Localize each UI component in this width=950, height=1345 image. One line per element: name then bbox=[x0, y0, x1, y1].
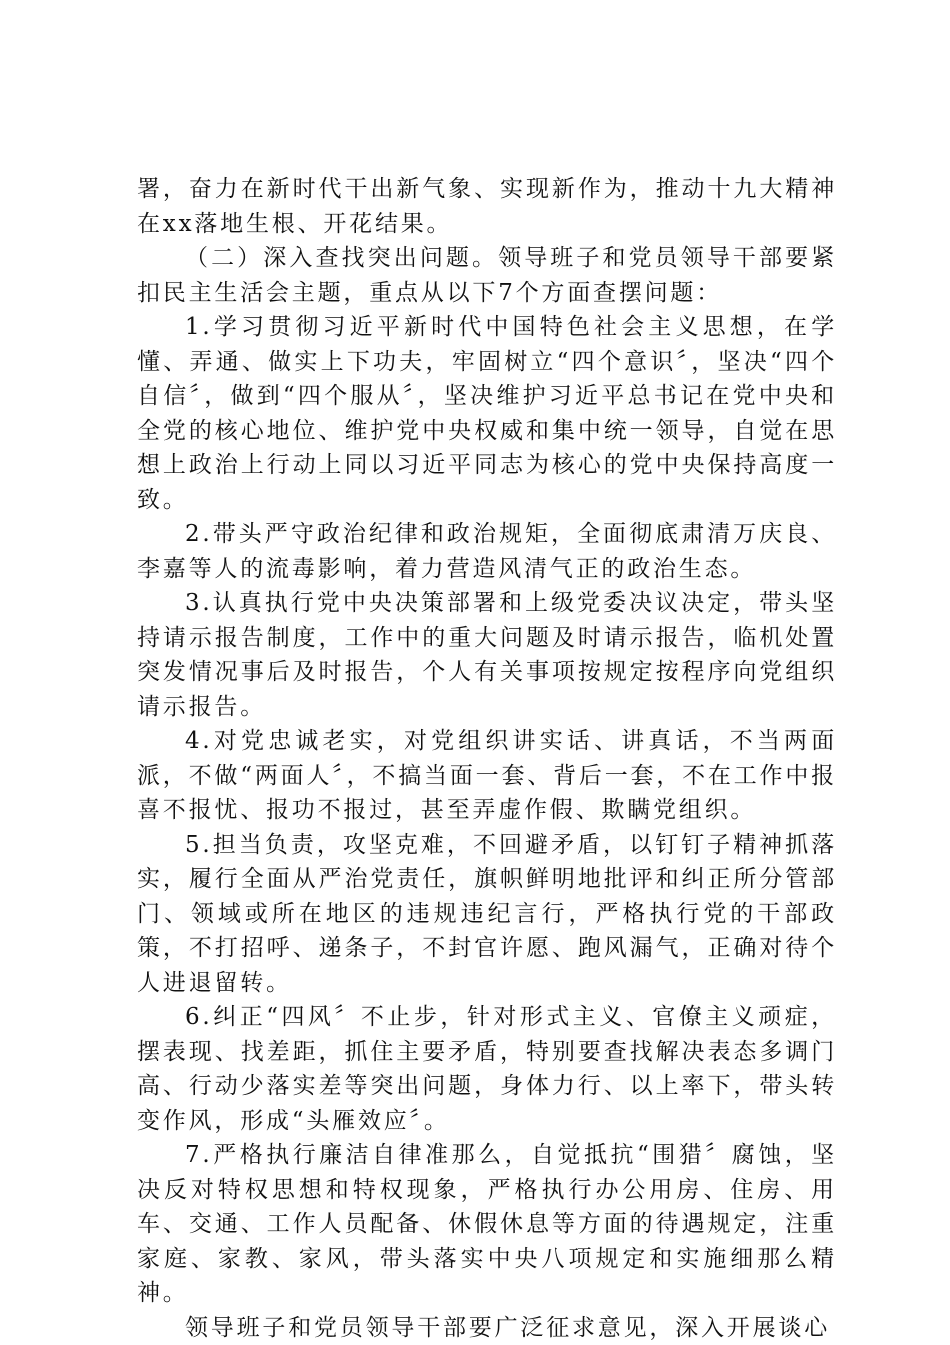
paragraph-item-1: 1.学习贯彻习近平新时代中国特色社会主义思想，在学懂、弄通、做实上下功夫，牢固树立“四个意识〞，坚决“四个自信〞，做到“四个服从〞，坚决维护习近平总书记在党中央和全党的核心地位、维护党中央权威和集中统一领导，自觉在思想上政治上行动上同以习近平同志为核心的党中央保持高度一致。 bbox=[137, 310, 837, 517]
paragraph-item-3: 3.认真执行党中央决策部署和上级党委决议决定，带头坚持请示报告制度，工作中的重大问题及时请示报告，临机处置突发情况事后及时报告，个人有关事项按规定按程序向党组织请示报告。 bbox=[137, 586, 837, 724]
paragraph-closing: 领导班子和党员领导干部要广泛征求意见，深入开展谈心 bbox=[137, 1311, 837, 1345]
paragraph-item-6: 6.纠正“四风〞不止步，针对形式主义、官僚主义顽症，摆表现、找差距，抓住主要矛盾，特别要查找解决表态多调门高、行动少落实差等突出问题，身体力行、以上率下，带头转变作风，形成“头雁效应〞。 bbox=[137, 1000, 837, 1138]
paragraph-section-heading: （二）深入查找突出问题。领导班子和党员领导干部要紧扣民主生活会主题，重点从以下7个方面查摆问题： bbox=[137, 241, 837, 310]
paragraph-item-7: 7.严格执行廉洁自律准那么，自觉抵抗“围猎〞腐蚀，坚决反对特权思想和特权现象，严格执行办公用房、住房、用车、交通、工作人员配备、休假休息等方面的待遇规定，注重家庭、家教、家风，带头落实中央八项规定和实施细那么精神。 bbox=[137, 1138, 837, 1311]
paragraph-item-4: 4.对党忠诚老实，对党组织讲实话、讲真话，不当两面派，不做“两面人〞，不搞当面一套、背后一套，不在工作中报喜不报忧、报功不报过，甚至弄虚作假、欺瞒党组织。 bbox=[137, 724, 837, 828]
paragraph-item-2: 2.带头严守政治纪律和政治规矩，全面彻底肃清万庆良、李嘉等人的流毒影响，着力营造风清气正的政治生态。 bbox=[137, 517, 837, 586]
paragraph-item-5: 5.担当负责，攻坚克难，不回避矛盾，以钉钉子精神抓落实，履行全面从严治党责任，旗帜鲜明地批评和纠正所分管部门、领域或所在地区的违规违纪言行，严格执行党的干部政策，不打招呼、递条子，不封官许愿、跑风漏气，正确对待个人进退留转。 bbox=[137, 828, 837, 1001]
paragraph-continuation: 署，奋力在新时代干出新气象、实现新作为，推动十九大精神在xx落地生根、开花结果。 bbox=[137, 172, 837, 241]
document-body bbox=[137, 172, 837, 1345]
